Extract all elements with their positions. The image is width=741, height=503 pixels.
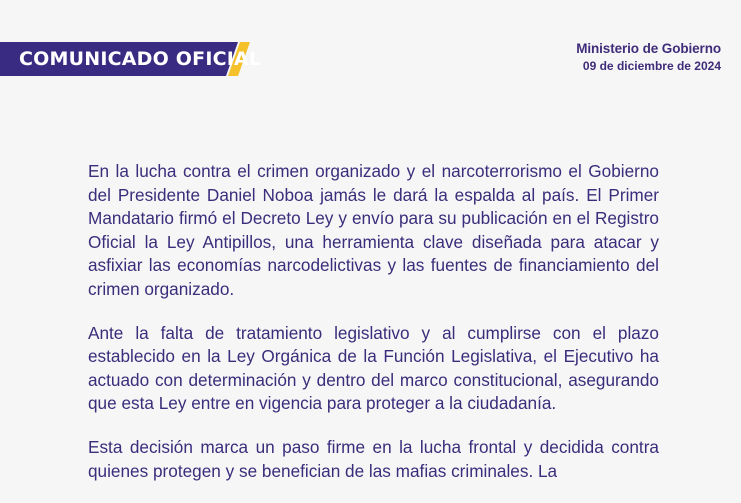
body-paragraph: Ante la falta de tratamiento legislativo y al cumplirse con el plazo establecido en la Ley Orgánica de la Función Legislativa, el Ejecutivo ha actuado con determinación y dentro del marco constitucional, asegurando que esta Ley entre en vigencia para proteger a la ciudadanía. — [88, 322, 659, 414]
banner-label: COMUNICADO OFICIAL — [19, 48, 262, 70]
body-paragraph: En la lucha contra el crimen organizado y el narcoterrorismo el Gobierno del Presidente Daniel Noboa jamás le dará la espalda al país. El Primer Mandatario firmó el Decreto Ley y envío para su publicación en el Registro Oficial la Ley Antipillos, una herramienta clave diseñada para atacar y asfixiar las economías narcodelictivas y las fuentes de financiamiento del crimen organizado. — [88, 161, 659, 299]
official-statement-banner — [0, 42, 262, 76]
body-paragraph: Esta decisión marca un paso firme en la lucha frontal y decidida contra quienes protegen y se benefician de las mafias criminales. La — [88, 436, 659, 481]
statement-body — [88, 160, 659, 503]
ministry-name: Ministerio de Gobierno — [576, 41, 721, 56]
header-meta — [576, 40, 721, 75]
statement-date: 09 de diciembre de 2024 — [582, 59, 721, 73]
